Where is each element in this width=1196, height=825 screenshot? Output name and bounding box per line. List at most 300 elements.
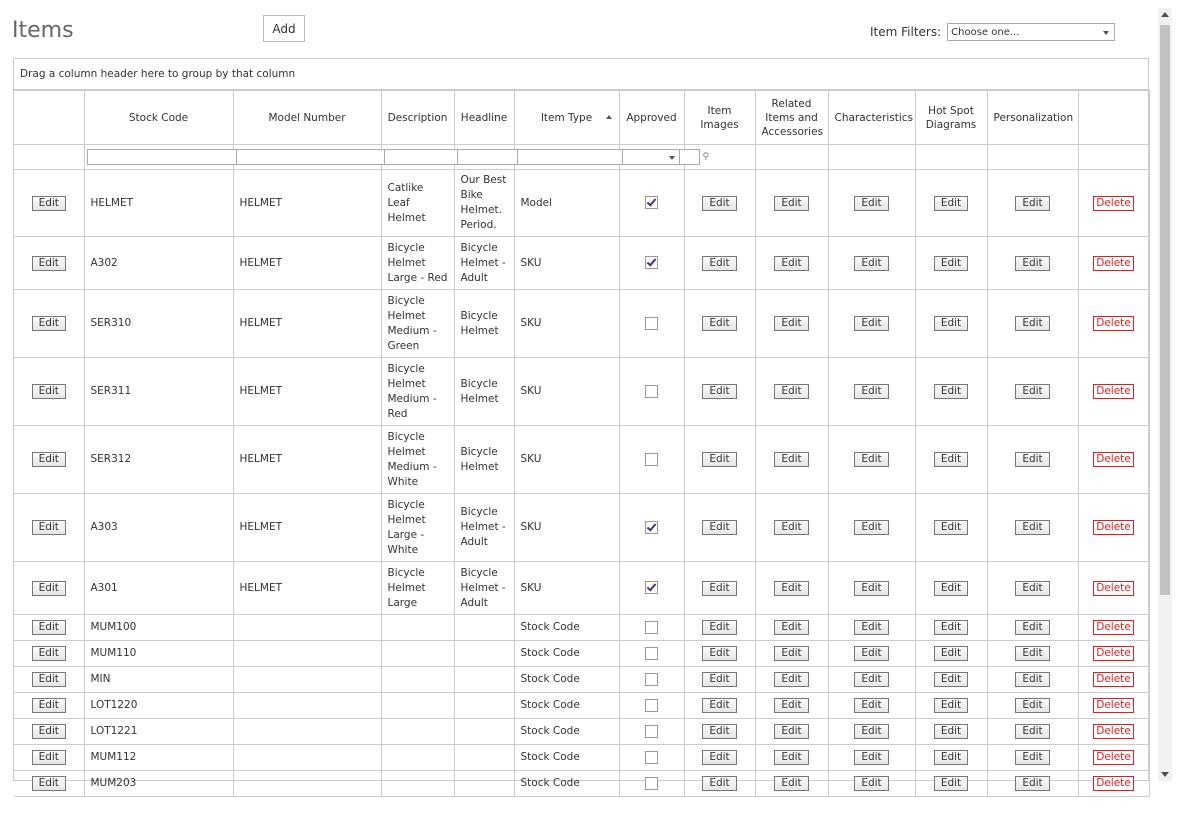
characteristics-edit-button[interactable]: Edit [854,581,888,596]
item-images-cell [684,719,755,745]
item-type-cell: SKU [514,426,619,494]
characteristics-edit-button[interactable]: Edit [854,698,888,713]
table-row [14,494,1149,562]
row-edit-button[interactable]: Edit [32,776,66,791]
delete-button[interactable]: Delete [1093,520,1134,535]
table-row [14,719,1149,745]
headline-cell: Bicycle Helmet - Adult [454,237,514,290]
row-edit-cell [14,358,84,426]
table-row [14,693,1149,719]
row-edit-cell [14,290,84,358]
related-items-edit-button[interactable]: Edit [774,452,808,467]
headline-cell [454,719,514,745]
item-type-cell: Stock Code [514,641,619,667]
table-row [14,562,1149,615]
model-number-cell [233,719,381,745]
description-cell [381,719,454,745]
characteristics-edit-button[interactable]: Edit [854,452,888,467]
hotspot-diagrams-edit-button[interactable]: Edit [934,316,968,331]
approved-cell [619,771,684,797]
hotspot-diagrams-edit-button[interactable]: Edit [934,581,968,596]
approved-checkbox[interactable] [645,521,658,534]
personalization-cell [987,426,1078,494]
delete-button[interactable]: Delete [1093,776,1134,791]
hotspot-diagrams-cell [915,562,987,615]
row-edit-cell [14,693,84,719]
hotspot-diagrams-cell [915,615,987,641]
approved-cell [619,667,684,693]
item-images-edit-button[interactable]: Edit [702,196,736,211]
description-cell: Bicycle Helmet Large [381,562,454,615]
hotspot-diagrams-edit-button[interactable]: Edit [934,620,968,635]
hotspot-diagrams-cell [915,771,987,797]
row-edit-button[interactable]: Edit [32,196,66,211]
table-row [14,667,1149,693]
approved-checkbox[interactable] [645,699,658,712]
hotspot-diagrams-cell [915,667,987,693]
row-edit-button[interactable]: Edit [32,750,66,765]
item-images-edit-button[interactable]: Edit [702,750,736,765]
item-images-cell [684,562,755,615]
item-images-edit-button[interactable]: Edit [702,316,736,331]
characteristics-edit-button[interactable]: Edit [854,724,888,739]
stock-code-cell: A303 [84,494,233,562]
item-images-edit-button[interactable]: Edit [702,520,736,535]
personalization-edit-button[interactable]: Edit [1015,698,1049,713]
item-type-cell: Stock Code [514,667,619,693]
characteristics-cell [828,494,915,562]
personalization-edit-button[interactable]: Edit [1015,316,1049,331]
header-item-type[interactable] [514,91,619,145]
filter-cell-empty [828,145,915,170]
delete-cell [1078,771,1149,797]
item-filters [870,23,1115,41]
hotspot-diagrams-cell [915,641,987,667]
related-items-edit-button[interactable]: Edit [774,698,808,713]
characteristics-edit-button[interactable]: Edit [854,196,888,211]
header-description[interactable]: Description [381,91,454,145]
table-row [14,615,1149,641]
item-type-cell: Model [514,170,619,237]
filter-cell-empty [1078,145,1149,170]
header-item-images[interactable]: Item Images [684,91,755,145]
personalization-edit-button[interactable]: Edit [1015,196,1049,211]
filter-cell-description [381,145,454,170]
item-type-cell: SKU [514,358,619,426]
related-items-edit-button[interactable]: Edit [774,256,808,271]
model-number-cell [233,771,381,797]
approved-cell [619,170,684,237]
delete-button[interactable]: Delete [1093,581,1134,596]
related-items-edit-button[interactable]: Edit [774,581,808,596]
scroll-down-icon[interactable] [1161,772,1169,777]
table-row [14,170,1149,237]
model-number-cell: HELMET [233,170,381,237]
delete-button[interactable]: Delete [1093,724,1134,739]
description-cell [381,771,454,797]
stock-code-cell: SER312 [84,426,233,494]
hotspot-diagrams-edit-button[interactable]: Edit [934,520,968,535]
characteristics-edit-button[interactable]: Edit [854,520,888,535]
delete-button[interactable]: Delete [1093,384,1134,399]
chevron-down-icon [1103,31,1109,35]
related-items-cell [755,562,828,615]
characteristics-edit-button[interactable]: Edit [854,384,888,399]
related-items-edit-button[interactable]: Edit [774,520,808,535]
stock-code-cell: MUM110 [84,641,233,667]
approved-checkbox[interactable] [645,453,658,466]
item-filters-label: Item Filters: [870,25,942,39]
delete-cell [1078,693,1149,719]
approved-cell [619,615,684,641]
related-items-cell [755,771,828,797]
headline-cell: Bicycle Helmet [454,290,514,358]
row-edit-button[interactable]: Edit [32,316,66,331]
related-items-edit-button[interactable]: Edit [774,724,808,739]
related-items-cell [755,290,828,358]
header-row [14,91,1149,145]
hotspot-diagrams-edit-button[interactable]: Edit [934,724,968,739]
stock-code-cell: MUM112 [84,745,233,771]
characteristics-cell [828,290,915,358]
filter-icon[interactable]: ⚲ [702,151,710,162]
approved-cell [619,693,684,719]
row-edit-cell [14,237,84,290]
item-images-cell [684,170,755,237]
hotspot-diagrams-edit-button[interactable]: Edit [934,672,968,687]
approved-cell [619,358,684,426]
hotspot-diagrams-cell [915,494,987,562]
related-items-edit-button[interactable]: Edit [774,384,808,399]
row-edit-button[interactable]: Edit [32,620,66,635]
related-items-edit-button[interactable]: Edit [774,646,808,661]
characteristics-edit-button[interactable]: Edit [854,620,888,635]
item-images-cell [684,290,755,358]
personalization-edit-button[interactable]: Edit [1015,620,1049,635]
description-cell: Bicycle Helmet Large - White [381,494,454,562]
row-edit-button[interactable]: Edit [32,581,66,596]
hotspot-diagrams-cell [915,719,987,745]
personalization-edit-button[interactable]: Edit [1015,672,1049,687]
related-items-cell [755,719,828,745]
table-row [14,237,1149,290]
personalization-cell [987,771,1078,797]
description-cell [381,641,454,667]
model-number-cell: HELMET [233,237,381,290]
item-type-cell: Stock Code [514,771,619,797]
approved-cell [619,641,684,667]
delete-button[interactable]: Delete [1093,620,1134,635]
header-approved[interactable]: Approved [619,91,684,145]
filter-cell-approved [619,145,684,170]
related-items-edit-button[interactable]: Edit [774,196,808,211]
row-edit-button[interactable]: Edit [32,520,66,535]
items-table-body [14,170,1149,797]
header-stock-code[interactable]: Stock Code [84,91,233,145]
hotspot-diagrams-cell [915,358,987,426]
items-table [14,90,1150,797]
stock-code-cell: HELMET [84,170,233,237]
characteristics-cell [828,641,915,667]
characteristics-cell [828,562,915,615]
approved-cell [619,426,684,494]
header-edit [14,91,84,145]
stock-code-cell: MIN [84,667,233,693]
item-type-cell: Stock Code [514,615,619,641]
row-edit-cell [14,641,84,667]
headline-cell [454,667,514,693]
approved-checkbox[interactable] [645,256,658,269]
approved-checkbox[interactable] [645,647,658,660]
item-filters-select[interactable] [947,23,1115,41]
hotspot-diagrams-edit-button[interactable]: Edit [934,698,968,713]
item-images-edit-button[interactable]: Edit [702,256,736,271]
characteristics-edit-button[interactable]: Edit [854,256,888,271]
header-model-number[interactable]: Model Number [233,91,381,145]
approved-checkbox[interactable] [645,317,658,330]
characteristics-edit-button[interactable]: Edit [854,316,888,331]
description-cell [381,693,454,719]
filter-select-approved[interactable] [622,149,680,165]
delete-button[interactable]: Delete [1093,452,1134,467]
hotspot-diagrams-cell [915,170,987,237]
chevron-down-icon [669,156,675,160]
row-edit-cell [14,426,84,494]
item-images-cell [684,615,755,641]
delete-button[interactable]: Delete [1093,698,1134,713]
row-edit-button[interactable]: Edit [32,724,66,739]
item-images-edit-button[interactable]: Edit [702,620,736,635]
related-items-cell [755,641,828,667]
item-images-edit-button[interactable]: Edit [702,452,736,467]
item-images-edit-button[interactable]: Edit [702,581,736,596]
personalization-cell [987,745,1078,771]
delete-button[interactable]: Delete [1093,646,1134,661]
characteristics-edit-button[interactable]: Edit [854,672,888,687]
add-button[interactable]: Add [263,15,305,42]
stock-code-cell: MUM203 [84,771,233,797]
model-number-cell: HELMET [233,562,381,615]
hotspot-diagrams-edit-button[interactable]: Edit [934,256,968,271]
delete-cell [1078,615,1149,641]
vertical-scrollbar[interactable] [1158,8,1172,781]
characteristics-cell [828,426,915,494]
personalization-cell [987,615,1078,641]
stock-code-cell: MUM100 [84,615,233,641]
filter-cell-empty [755,145,828,170]
headline-cell [454,745,514,771]
headline-cell: Bicycle Helmet [454,426,514,494]
delete-cell [1078,745,1149,771]
characteristics-cell [828,358,915,426]
headline-cell: Our Best Bike Helmet. Period. [454,170,514,237]
related-items-edit-button[interactable]: Edit [774,316,808,331]
header-hotspot[interactable]: Hot Spot Diagrams [915,91,987,145]
personalization-edit-button[interactable]: Edit [1015,724,1049,739]
stock-code-cell: A302 [84,237,233,290]
scroll-up-icon[interactable] [1161,12,1169,17]
model-number-cell: HELMET [233,358,381,426]
headline-cell [454,771,514,797]
model-number-cell [233,615,381,641]
table-row [14,745,1149,771]
characteristics-edit-button[interactable]: Edit [854,776,888,791]
related-items-cell [755,693,828,719]
personalization-cell [987,667,1078,693]
row-edit-cell [14,562,84,615]
delete-cell [1078,719,1149,745]
approved-checkbox[interactable] [645,673,658,686]
item-type-cell: SKU [514,237,619,290]
delete-cell [1078,562,1149,615]
item-images-edit-button[interactable]: Edit [702,672,736,687]
hotspot-diagrams-edit-button[interactable]: Edit [934,196,968,211]
table-row [14,641,1149,667]
personalization-edit-button[interactable]: Edit [1015,256,1049,271]
characteristics-cell [828,771,915,797]
header-related[interactable]: Related Items and Accessories [755,91,828,145]
hotspot-diagrams-cell [915,426,987,494]
row-edit-cell [14,719,84,745]
item-type-cell: Stock Code [514,719,619,745]
related-items-edit-button[interactable]: Edit [774,620,808,635]
personalization-cell [987,170,1078,237]
item-type-cell: SKU [514,562,619,615]
stock-code-cell: LOT1220 [84,693,233,719]
item-images-edit-button[interactable]: Edit [702,384,736,399]
filter-cell-empty [987,145,1078,170]
delete-button[interactable]: Delete [1093,750,1134,765]
delete-cell [1078,667,1149,693]
hotspot-diagrams-edit-button[interactable]: Edit [934,384,968,399]
approved-cell [619,745,684,771]
delete-cell [1078,426,1149,494]
header-characteristics[interactable]: Characteristics [828,91,915,145]
table-row [14,426,1149,494]
model-number-cell: HELMET [233,494,381,562]
personalization-edit-button[interactable]: Edit [1015,452,1049,467]
row-edit-button[interactable]: Edit [32,256,66,271]
related-items-cell [755,237,828,290]
approved-checkbox[interactable] [645,196,658,209]
characteristics-cell [828,667,915,693]
header-item-type-label: Item Type [540,111,593,124]
row-edit-button[interactable]: Edit [32,672,66,687]
related-items-edit-button[interactable]: Edit [774,750,808,765]
scroll-thumb[interactable] [1160,25,1170,595]
personalization-edit-button[interactable]: Edit [1015,581,1049,596]
model-number-cell: HELMET [233,290,381,358]
approved-cell [619,290,684,358]
description-cell: Bicycle Helmet Medium - Red [381,358,454,426]
description-cell: Catlike Leaf Helmet [381,170,454,237]
item-images-edit-button[interactable]: Edit [702,646,736,661]
table-row [14,290,1149,358]
headline-cell: Bicycle Helmet - Adult [454,562,514,615]
filter-cell-empty [14,145,84,170]
description-cell: Bicycle Helmet Large - Red [381,237,454,290]
personalization-cell [987,290,1078,358]
item-type-cell: SKU [514,494,619,562]
header-personalization[interactable]: Personalization [987,91,1078,145]
related-items-edit-button[interactable]: Edit [774,672,808,687]
hotspot-diagrams-cell [915,237,987,290]
headline-cell: Bicycle Helmet - Adult [454,494,514,562]
filter-cell-empty [915,145,987,170]
delete-button[interactable]: Delete [1093,672,1134,687]
delete-button[interactable]: Delete [1093,256,1134,271]
personalization-edit-button[interactable]: Edit [1015,520,1049,535]
row-edit-button[interactable]: Edit [32,384,66,399]
approved-checkbox[interactable] [645,725,658,738]
row-edit-button[interactable]: Edit [32,452,66,467]
item-filters-placeholder: Choose one... [951,27,1020,38]
approved-checkbox[interactable] [645,581,658,594]
personalization-cell [987,494,1078,562]
delete-cell [1078,641,1149,667]
approved-checkbox[interactable] [645,385,658,398]
headline-cell [454,693,514,719]
item-images-edit-button[interactable]: Edit [702,698,736,713]
stock-code-cell: LOT1221 [84,719,233,745]
item-images-cell [684,745,755,771]
characteristics-cell [828,693,915,719]
row-edit-cell [14,494,84,562]
hotspot-diagrams-edit-button[interactable]: Edit [934,776,968,791]
item-type-cell: SKU [514,290,619,358]
row-edit-button[interactable]: Edit [32,698,66,713]
row-edit-cell [14,170,84,237]
characteristics-cell [828,237,915,290]
delete-cell [1078,358,1149,426]
hotspot-diagrams-edit-button[interactable]: Edit [934,646,968,661]
delete-button[interactable]: Delete [1093,196,1134,211]
approved-checkbox[interactable] [645,777,658,790]
filter-row [14,145,1149,170]
personalization-edit-button[interactable]: Edit [1015,646,1049,661]
personalization-edit-button[interactable]: Edit [1015,384,1049,399]
characteristics-cell [828,719,915,745]
hotspot-diagrams-edit-button[interactable]: Edit [934,452,968,467]
delete-cell [1078,170,1149,237]
sort-ascending-icon [606,115,612,119]
description-cell: Bicycle Helmet Medium - Green [381,290,454,358]
personalization-edit-button[interactable]: Edit [1015,750,1049,765]
delete-button[interactable]: Delete [1093,316,1134,331]
row-edit-cell [14,667,84,693]
group-by-panel[interactable]: Drag a column header here to group by that column [14,59,1148,90]
approved-checkbox[interactable] [645,621,658,634]
characteristics-cell [828,170,915,237]
item-images-edit-button[interactable]: Edit [702,724,736,739]
characteristics-edit-button[interactable]: Edit [854,646,888,661]
row-edit-cell [14,771,84,797]
personalization-edit-button[interactable]: Edit [1015,776,1049,791]
item-images-edit-button[interactable]: Edit [702,776,736,791]
description-cell [381,667,454,693]
row-edit-button[interactable]: Edit [32,646,66,661]
related-items-edit-button[interactable]: Edit [774,776,808,791]
related-items-cell [755,426,828,494]
characteristics-edit-button[interactable]: Edit [854,750,888,765]
row-edit-cell [14,615,84,641]
headline-cell [454,615,514,641]
approved-checkbox[interactable] [645,751,658,764]
item-images-cell [684,237,755,290]
header-headline[interactable]: Headline [454,91,514,145]
item-images-cell [684,667,755,693]
hotspot-diagrams-edit-button[interactable]: Edit [934,750,968,765]
